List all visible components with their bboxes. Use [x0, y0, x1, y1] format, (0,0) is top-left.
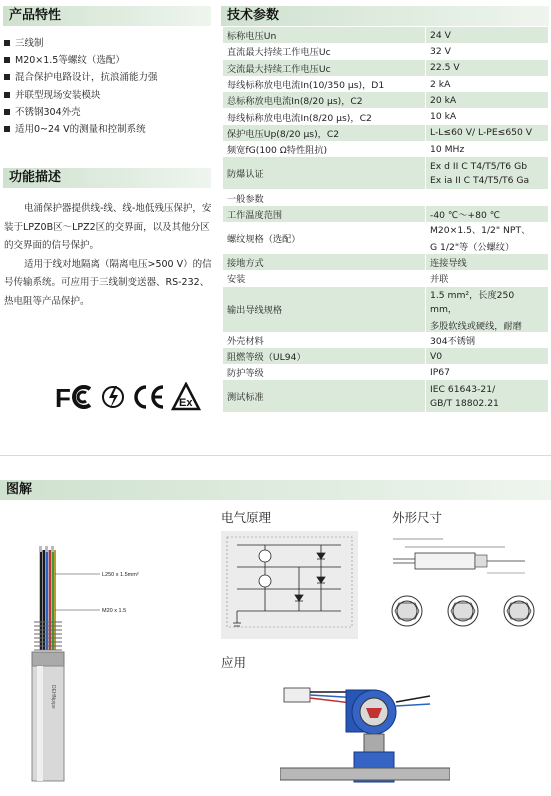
spec-key: 安装 — [223, 270, 426, 286]
feature-item: 不锈钢304外壳 — [4, 104, 209, 121]
spec-value-line: G 1/2"等（公螺纹） — [430, 242, 515, 254]
spec-value-line: L-L≤60 V/ L-PE≤650 V — [430, 127, 533, 139]
spec-value-line: 1.5 mm²，长度250 mm， — [430, 289, 515, 315]
spec-key: 每线标称放电电流In(10/350 μs)，D1 — [223, 76, 426, 92]
spec-row — [223, 76, 548, 92]
spec-key: 外壳材料 — [223, 332, 426, 348]
description-para-1: 电涌保护器提供线-线、线-地低残压保护，安装于LPZ0B区～LPZ2区的交界面，以及其他分区的交界面的信号保护。 — [4, 203, 212, 251]
spec-value — [426, 108, 549, 124]
spec-value — [426, 270, 549, 286]
spec-value-line: Ex ia II C T4/T5/T6 Ga — [430, 174, 530, 186]
spec-row — [223, 108, 548, 124]
ex-logo-icon — [171, 382, 201, 412]
spec-row — [223, 222, 548, 254]
spec-value — [426, 222, 549, 254]
spec-value — [426, 332, 549, 348]
spec-value-line: 22.5 V — [430, 62, 460, 74]
spec-key: 频宽fG(100 Ω特性阻抗) — [223, 141, 426, 157]
feature-item: 并联型现场安装模块 — [4, 87, 209, 104]
spec-key: 标称电压Un — [223, 27, 426, 43]
spec-value — [426, 141, 549, 157]
spec-value — [426, 254, 549, 270]
fcc-logo-icon — [55, 382, 95, 412]
spec-value — [426, 157, 549, 189]
dimension-drawing — [385, 531, 545, 639]
spec-value-line: IP67 — [430, 366, 450, 378]
spec-value-line: M20×1.5、1/2" NPT、 — [430, 225, 531, 237]
spec-value-line: GB/T 18802.21 — [430, 397, 499, 409]
spec-key: 接地方式 — [223, 254, 426, 270]
figures-header: 图解 — [0, 480, 551, 500]
spec-row — [223, 270, 548, 286]
spec-row — [223, 189, 548, 205]
spec-value-line: 10 MHz — [430, 143, 465, 155]
certification-logos — [55, 382, 201, 412]
spec-key: 交流最大持续工作电压Uc — [223, 60, 426, 76]
spec-value-line: -40 ℃～+80 ℃ — [430, 209, 501, 221]
spec-value — [426, 60, 549, 76]
spec-row — [223, 206, 548, 222]
spec-value — [426, 206, 549, 222]
spec-value-line: V0 — [430, 350, 443, 362]
spec-row — [223, 380, 548, 412]
spec-row — [223, 254, 548, 270]
spec-key: 每线标称放电电流In(8/20 μs)，C2 — [223, 108, 426, 124]
spec-value-line: 并联 — [430, 274, 449, 286]
spec-value-line: 24 V — [430, 29, 451, 41]
description — [4, 200, 214, 311]
spec-value — [426, 125, 549, 141]
svg-text:F: F — [55, 383, 71, 412]
spec-value-line: 多股软线或硬线，耐磨 — [430, 320, 522, 332]
spec-key: 一般参数 — [223, 189, 426, 205]
thread-annotation: M20 x 1.5 — [102, 608, 127, 614]
spec-value — [426, 189, 549, 205]
spec-value-line: 连接导线 — [430, 258, 467, 270]
spec-key: 螺纹规格（选配） — [223, 222, 426, 254]
feature-item: 三线制 — [4, 35, 209, 52]
feature-item: M20×1.5等螺纹（选配） — [4, 52, 209, 69]
spec-row — [223, 348, 548, 364]
specs-header: 技术参数 — [221, 6, 549, 26]
dimension-label: 外形尺寸 — [392, 510, 443, 525]
spec-value — [426, 364, 549, 380]
ce-logo-icon — [131, 382, 165, 412]
spec-row — [223, 332, 548, 348]
spec-key: 防爆认证 — [223, 157, 426, 189]
spec-key: 测试标准 — [223, 380, 426, 412]
application-drawing — [280, 678, 450, 793]
svg-text:DEHNpipe: DEHNpipe — [50, 685, 56, 709]
product-drawing — [20, 540, 160, 790]
spec-key: 阻燃等级（UL94） — [223, 348, 426, 364]
spec-row — [223, 125, 548, 141]
spec-value-line: Ex d II C T4/T5/T6 Gb — [430, 160, 528, 172]
spec-key: 保护电压Up(8/20 μs)，C2 — [223, 125, 426, 141]
spec-key: 工作温度范围 — [223, 206, 426, 222]
spec-value-line: IEC 61643-21/ — [430, 383, 496, 395]
features-header: 产品特性 — [3, 6, 211, 26]
features-list — [4, 35, 209, 138]
spec-row — [223, 43, 548, 59]
spec-row — [223, 92, 548, 108]
spec-row — [223, 364, 548, 380]
circuit-diagram — [221, 531, 358, 639]
spec-value-line: 304不锈钢 — [430, 335, 476, 347]
spec-table — [223, 27, 548, 412]
spec-value-line: 2 kA — [430, 78, 451, 90]
description-para-2: 适用于线对地隔离（隔离电压>500 V）的信号传输系统。可应用于三线制变送器、RS-232、热电阻等产品保护。 — [4, 258, 212, 307]
spec-key: 总标称放电电流In(8/20 μs)，C2 — [223, 92, 426, 108]
spec-value-line: 10 kA — [430, 111, 457, 123]
spec-row — [223, 157, 548, 189]
feature-item: 适用0~24 V的测量和控制系统 — [4, 121, 209, 138]
function-header: 功能描述 — [3, 168, 211, 188]
spec-key: 直流最大持续工作电压Uc — [223, 43, 426, 59]
spec-value — [426, 76, 549, 92]
spec-value — [426, 27, 549, 43]
spec-key: 防护等级 — [223, 364, 426, 380]
spec-row — [223, 60, 548, 76]
spec-row — [223, 141, 548, 157]
spec-value — [426, 43, 549, 59]
spec-row — [223, 27, 548, 43]
spec-value — [426, 380, 549, 412]
spec-row — [223, 287, 548, 332]
svg-text:Ex: Ex — [179, 397, 193, 409]
spec-value — [426, 287, 549, 332]
spec-value — [426, 92, 549, 108]
spec-value-line: 32 V — [430, 45, 451, 57]
spec-value-line: 20 kA — [430, 94, 457, 106]
spec-value — [426, 348, 549, 364]
feature-item: 混合保护电路设计，抗浪涌能力强 — [4, 69, 209, 86]
spec-key: 输出导线规格 — [223, 287, 426, 332]
ul-logo-icon — [101, 382, 125, 412]
electrical-label: 电气原理 — [221, 510, 272, 525]
wire-annotation: L250 x 1.5mm² — [102, 572, 139, 578]
application-label: 应用 — [221, 655, 247, 670]
